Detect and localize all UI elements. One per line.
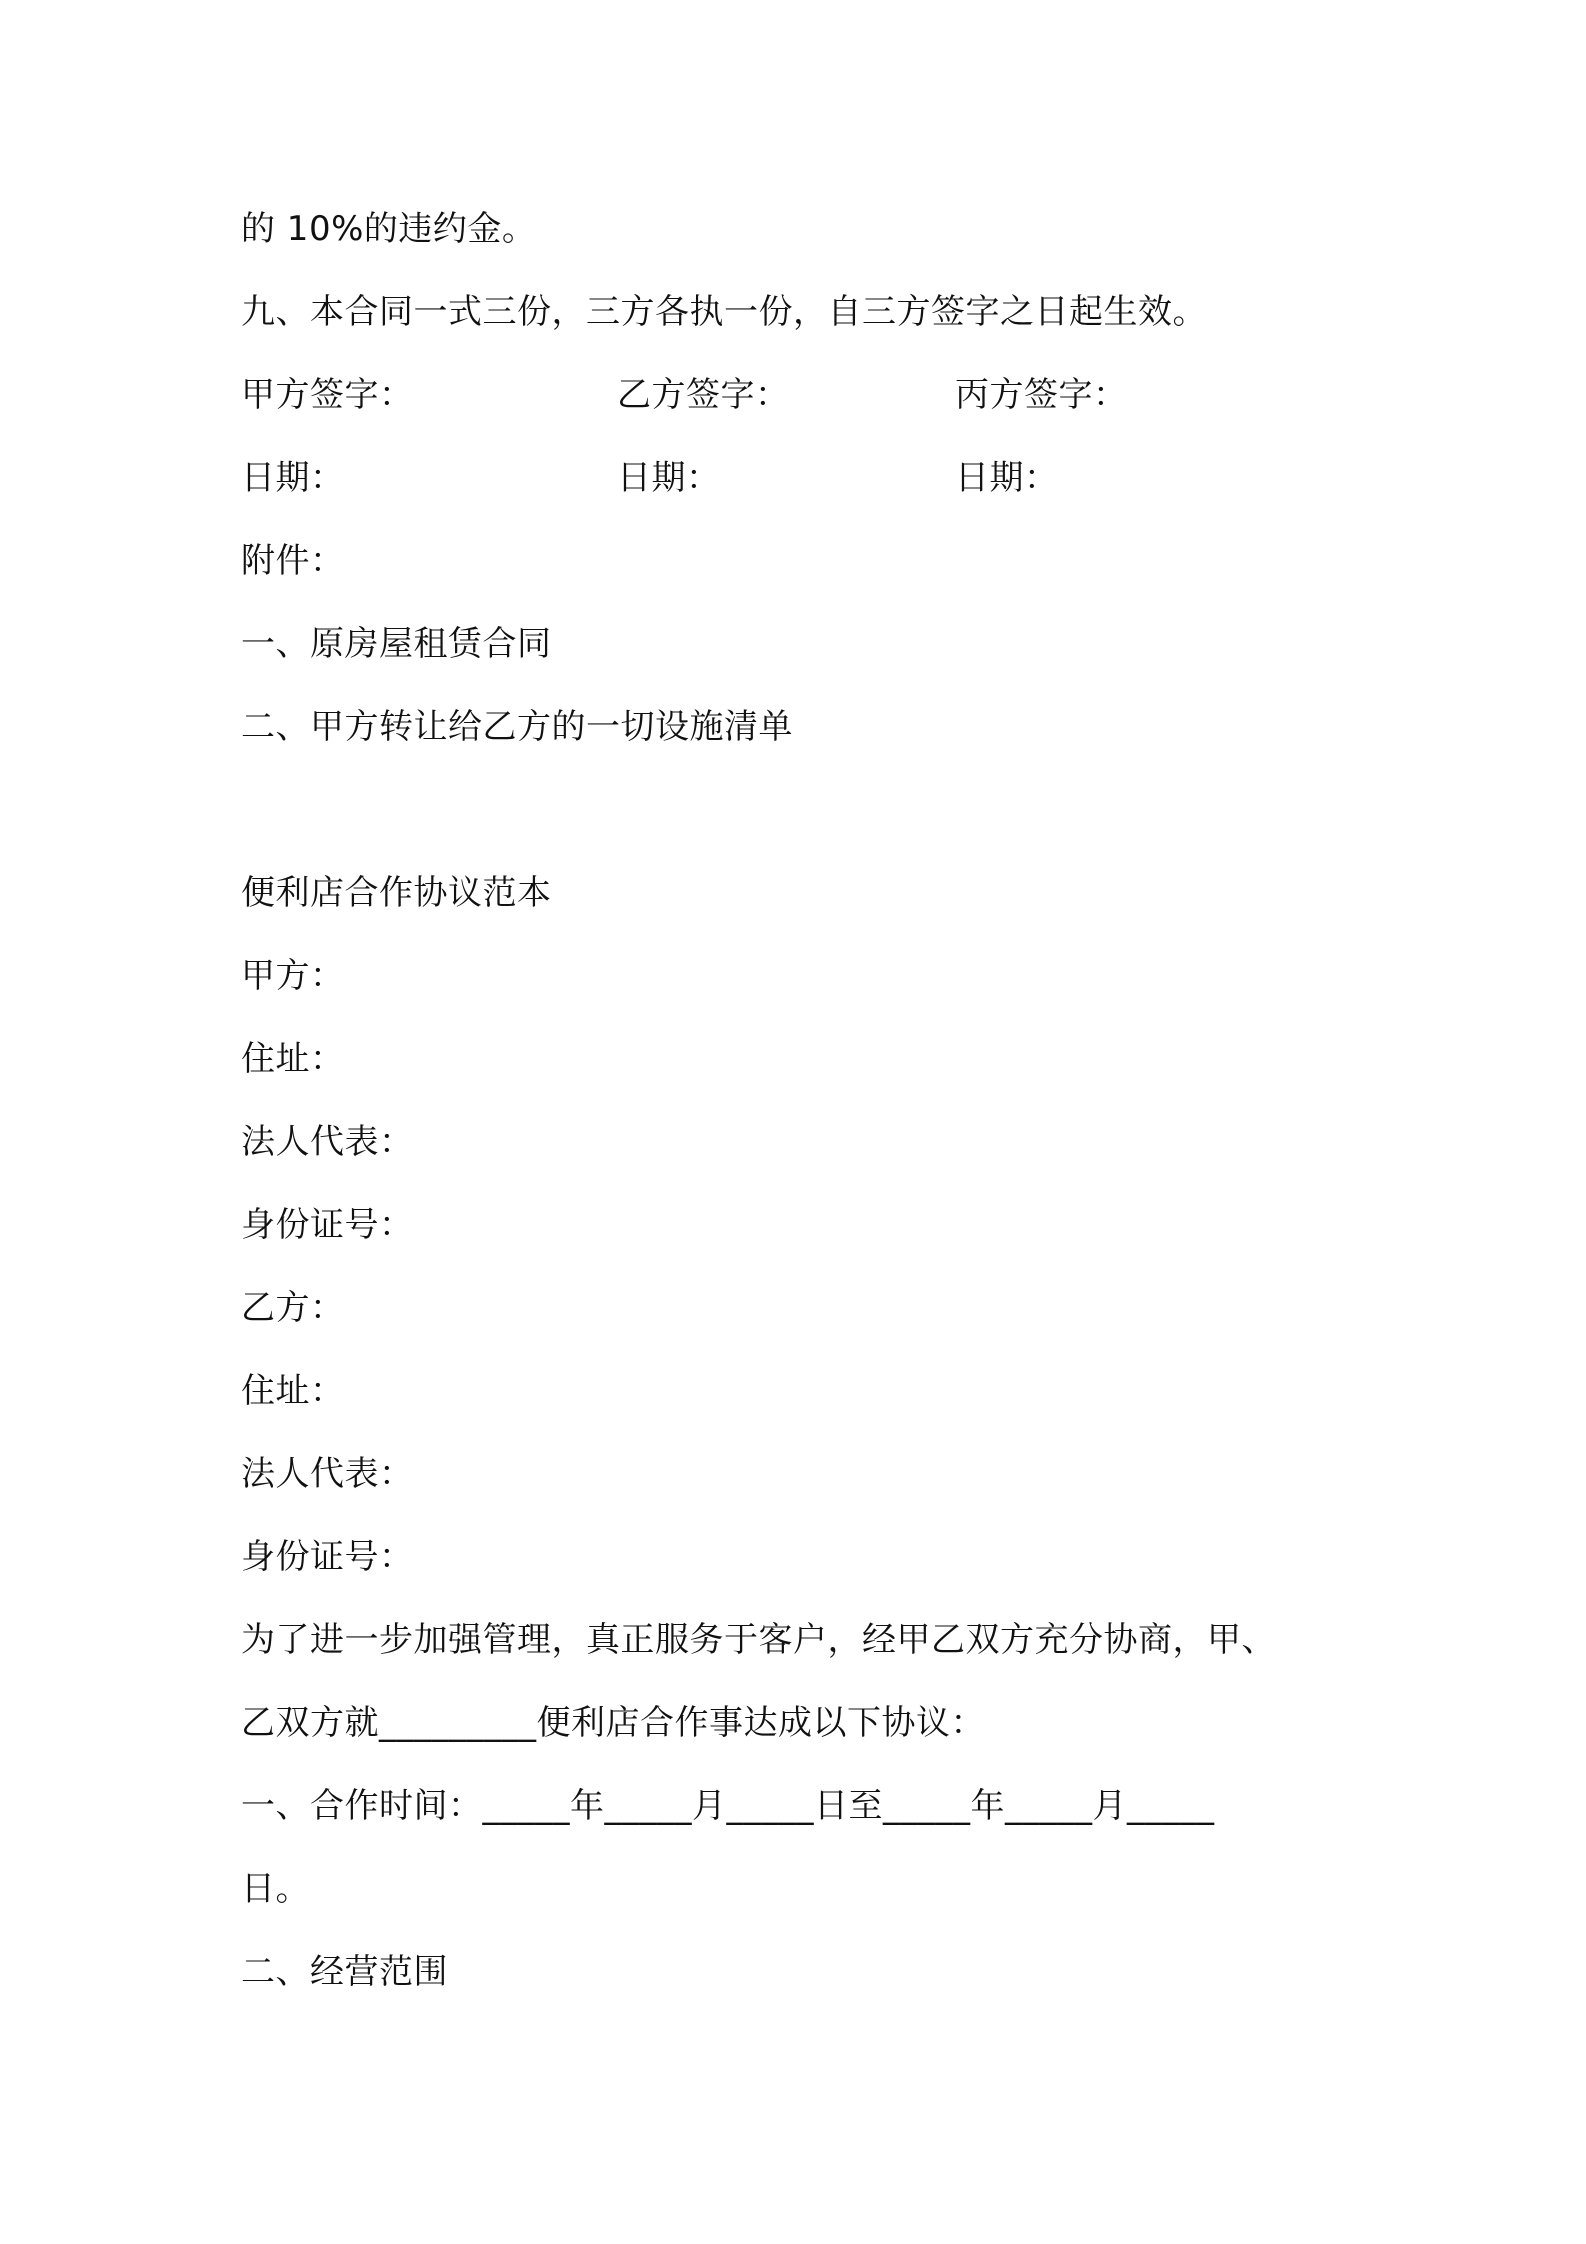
party-a-id-label: 身份证号： xyxy=(241,1205,414,1245)
party-a-label: 甲方： xyxy=(241,956,345,996)
party-a-address-label: 住址： xyxy=(241,1039,345,1079)
party-b-label: 乙方： xyxy=(241,1288,345,1328)
penalty-line: 的 10%的违约金。 xyxy=(241,209,537,249)
attachment-item-1: 一、原房屋租赁合同 xyxy=(241,624,552,664)
party-b-address-label: 住址： xyxy=(241,1371,345,1411)
business-scope-heading: 二、经营范围 xyxy=(241,1952,448,1992)
agreement-title: 便利店合作协议范本 xyxy=(241,873,552,913)
intro-paragraph-line-2: 乙双方就_________便利店合作事达成以下协议： xyxy=(241,1703,985,1743)
party-c-signature-label: 丙方签字： xyxy=(955,375,1128,415)
party-a-legal-rep-label: 法人代表： xyxy=(241,1122,414,1162)
attachments-heading: 附件： xyxy=(241,541,345,581)
party-c-date-label: 日期： xyxy=(955,458,1059,498)
party-b-id-label: 身份证号： xyxy=(241,1537,414,1577)
cooperation-period-line-2: 日。 xyxy=(241,1869,310,1909)
party-a-signature-label: 甲方签字： xyxy=(241,375,414,415)
party-b-legal-rep-label: 法人代表： xyxy=(241,1454,414,1494)
party-b-date-label: 日期： xyxy=(617,458,721,498)
attachment-item-2: 二、甲方转让给乙方的一切设施清单 xyxy=(241,707,793,747)
party-b-signature-label: 乙方签字： xyxy=(617,375,790,415)
party-a-date-label: 日期： xyxy=(241,458,345,498)
cooperation-period-line-1: 一、合作时间：_____年_____月_____日至_____年_____月_____ xyxy=(241,1786,1215,1826)
clause-nine: 九、本合同一式三份，三方各执一份，自三方签字之日起生效。 xyxy=(241,292,1207,332)
intro-paragraph-line-1: 为了进一步加强管理，真正服务于客户，经甲乙双方充分协商，甲、 xyxy=(241,1620,1276,1660)
